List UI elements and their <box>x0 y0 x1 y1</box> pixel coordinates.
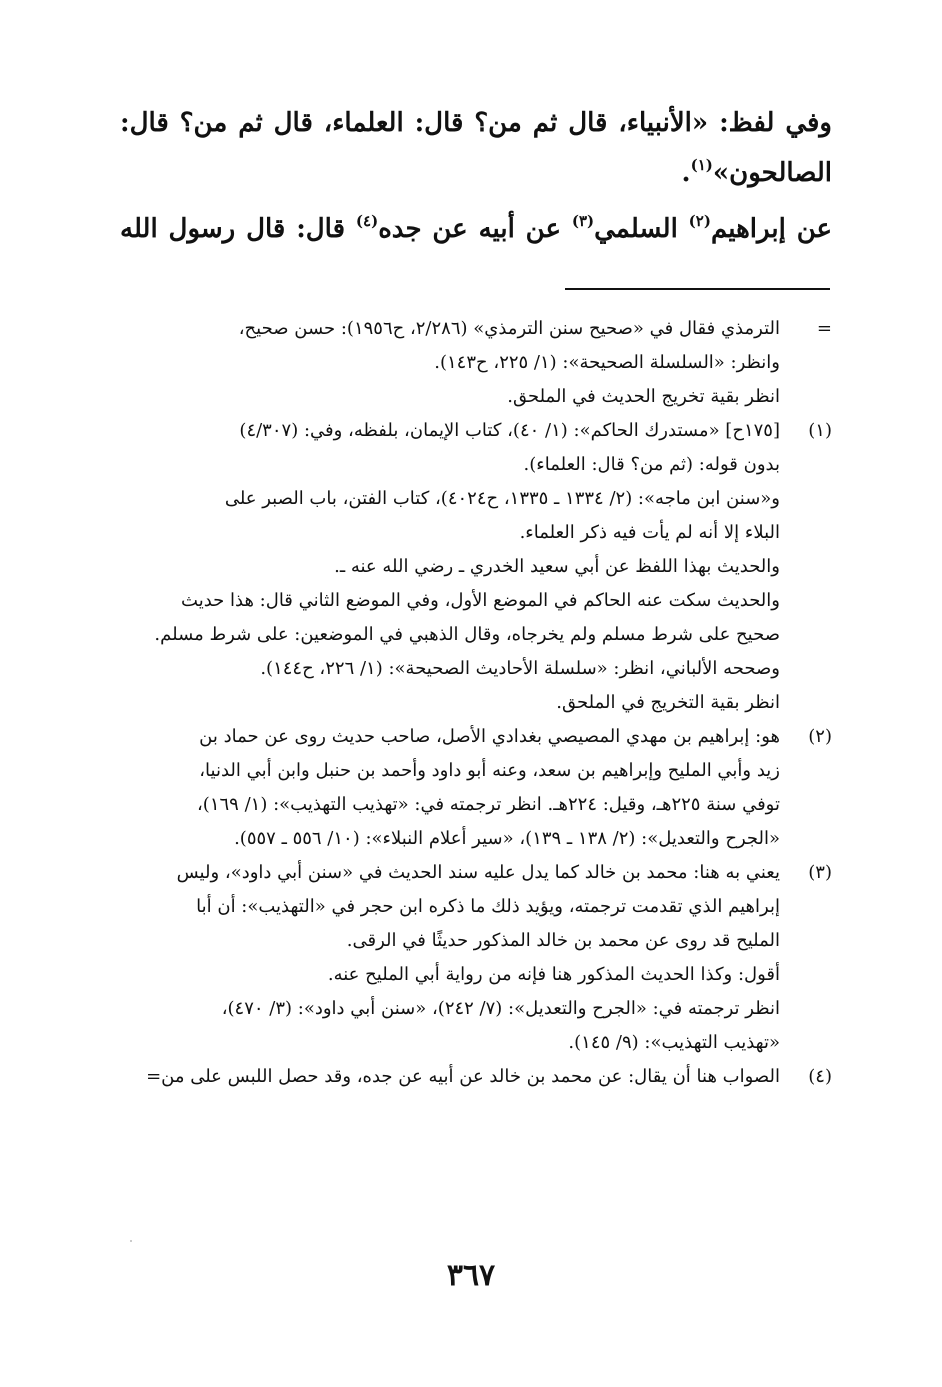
footnote-line: وصححه الألباني، انظر: «سلسلة الأحاديث الصحيحة»: (١/ ٢٢٦، ح١٤٤). <box>260 658 780 679</box>
footnote-line: صحيح على شرط مسلم ولم يخرجاه، وقال الذهبي في الموضعين: على شرط مسلم. <box>154 624 780 645</box>
main-line-3-part-1: عن إبراهيم <box>710 214 832 244</box>
footnote-3 <box>112 856 832 1060</box>
footnote-4 <box>112 1060 832 1094</box>
scan-speck <box>130 1240 132 1242</box>
footnote-line: و«سنن ابن ماجه»: (٢/ ١٣٣٤ ـ ١٣٣٥، ح٤٠٢٤)، كتاب الفتن، باب الصبر على <box>224 488 780 509</box>
footnote-marker: (٤) <box>808 1066 832 1087</box>
footnote-line: أقول: وكذا الحديث المذكور هنا فإنه من رواية أبي المليح عنه. <box>327 964 780 985</box>
footnote-line: إبراهيم الذي تقدمت ترجمته، ويؤيد ذلك ما ذكره ابن حجر في «التهذيب»: أن أبا <box>196 896 780 917</box>
footnote-ref-2: (٢) <box>688 211 711 230</box>
main-line-3 <box>120 204 832 254</box>
main-line-2-text: الصالحون» <box>712 158 832 188</box>
main-line-2 <box>120 148 832 198</box>
footnote-marker: = <box>816 318 832 339</box>
footnote-marker: (٣) <box>808 862 832 883</box>
main-line-2-end: . <box>681 158 691 188</box>
footnote-separator <box>565 288 830 290</box>
main-line-1: وفي لفظ: «الأنبياء، قال ثم من؟ قال: العلماء، قال ثم من؟ قال: <box>120 108 832 138</box>
footnote-line: انظر ترجمته في: «الجرح والتعديل»: (٧/ ٢٤٢)، «سنن أبي داود»: (٣/ ٤٧٠)، <box>221 998 780 1019</box>
footnote-marker: (٢) <box>808 726 832 747</box>
footnote-line: وانظر: «السلسلة الصحيحة»: (١/ ٢٢٥، ح١٤٣). <box>434 352 780 373</box>
footnote-ref-3: (٣) <box>571 211 595 230</box>
footnote-line: المليح قد روى عن محمد بن خالد المذكور حديثًا في الرقى. <box>346 930 780 951</box>
footnote-line: زيد وأبي المليح وإبراهيم بن سعد، وعنه أبو داود وأحمد بن حنبل وابن أبي الدنيا، <box>199 760 780 781</box>
footnote-2 <box>112 720 832 856</box>
footnote-line: والحديث بهذا اللفظ عن أبي سعيد الخدري ـ رضي الله عنه ـ. <box>334 556 780 577</box>
main-text <box>120 98 832 254</box>
footnote-line: توفي سنة ٢٢٥هـ، وقيل: ٢٢٤هـ. انظر ترجمته في: «تهذيب التهذيب»: (١/ ١٦٩)، <box>197 794 780 815</box>
footnote-marker: (١) <box>808 420 832 441</box>
footnote-continued <box>112 312 832 414</box>
footnote-line: هو: إبراهيم بن مهدي المصيصي بغدادي الأصل، صاحب حديث روى عن حماد بن <box>199 726 780 747</box>
footnote-line: الصواب هنا أن يقال: عن محمد بن خالد عن أبيه عن جده، وقد حصل اللبس على من= <box>146 1066 780 1087</box>
page-number: ٣٦٧ <box>446 1258 496 1293</box>
main-line-3-part-4: قال: قال رسول الله <box>120 214 356 244</box>
footnote-line: انظر بقية تخريج الحديث في الملحق. <box>507 386 780 407</box>
main-line-3-part-3: عن أبيه عن جده <box>378 214 572 244</box>
footnote-line: البلاء إلا أنه لم يأت فيه ذكر العلماء. <box>519 522 780 543</box>
footnote-ref-4: (٤) <box>355 211 379 230</box>
footnote-line: يعني به هنا: محمد بن خالد كما يدل عليه سند الحديث في «سنن أبي داود»، وليس <box>176 862 780 883</box>
footnote-line: [١٧٥ح] «مستدرك الحاكم»: (١/ ٤٠)، كتاب الإيمان، بلفظه، وفي: (٤/٣٠٧) <box>239 420 780 441</box>
footnote-line: انظر بقية التخريج في الملحق. <box>556 692 780 713</box>
footnote-line: «تهذيب التهذيب»: (٩/ ١٤٥). <box>568 1032 780 1053</box>
footnote-line: بدون قوله: (ثم من؟ قال: العلماء). <box>523 454 780 475</box>
footnote-ref-1: (١) <box>690 155 713 174</box>
footnote-line: الترمذي فقال في «صحيح سنن الترمذي» (٢/٢٨٦، ح١٩٥٦): حسن صحيح، <box>238 318 780 339</box>
footnote-line: «الجرح والتعديل»: (٢/ ١٣٨ ـ ١٣٩)، «سير أعلام النبلاء»: (١٠/ ٥٥٦ ـ ٥٥٧). <box>234 828 780 849</box>
footnotes <box>112 312 832 1094</box>
footnote-1 <box>112 414 832 720</box>
main-line-3-part-2: السلمي <box>594 214 689 244</box>
footnote-line: والحديث سكت عنه الحاكم في الموضع الأول، وفي الموضع الثاني قال: هذا حديث <box>181 590 780 611</box>
